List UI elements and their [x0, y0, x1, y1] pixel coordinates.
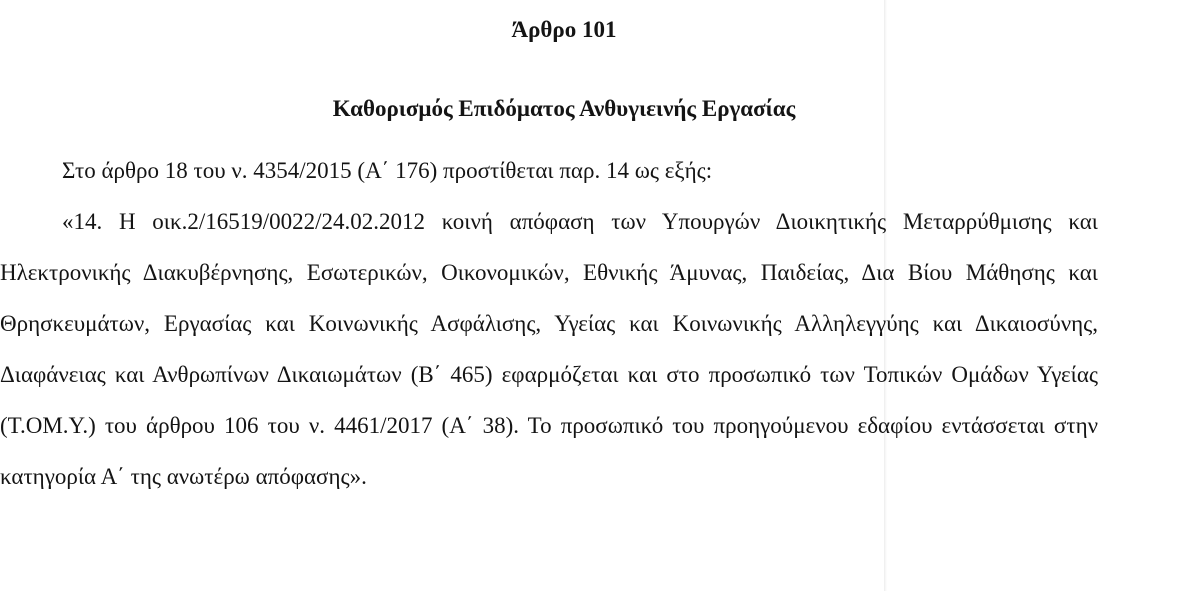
- article-number: Άρθρο 101: [511, 17, 617, 42]
- intro-paragraph: Στο άρθρο 18 του ν. 4354/2015 (Α΄ 176) προστίθεται παρ. 14 ως εξής:: [62, 158, 713, 183]
- amendment-paragraph: «14. Η οικ.2/16519/0022/24.02.2012 κοινή απόφαση των Υπουργών Διοικητικής Μεταρρύθμισης και Ηλεκτρονικής Διακυβέρνησης, Εσωτερικών, Οικονομικών, Εθνικής Άμυνας, Παιδείας, Δια Βίου Μάθησης και Θρησκευμάτων, Εργασίας και Κοινωνικής Ασφάλισης, Υγείας και Κοινωνικής Αλληλεγγύης και Δικαιοσύνης, Διαφάνειας και Ανθρωπίνων Δικαιωμάτων (Β΄ 465) εφαρμόζεται και στο προσωπικό των Τοπικών Ομάδων Υγείας (Τ.ΟΜ.Υ.) του άρθρου 106 του ν. 4461/2017 (Α΄ 38). Το προσωπικό του προηγούμενου εδαφίου εντάσσεται στην κατηγορία Α΄ της ανωτέρω απόφασης».: [0, 209, 1098, 489]
- article-heading: Καθορισμός Επιδόματος Ανθυγιεινής Εργασίας: [332, 96, 796, 121]
